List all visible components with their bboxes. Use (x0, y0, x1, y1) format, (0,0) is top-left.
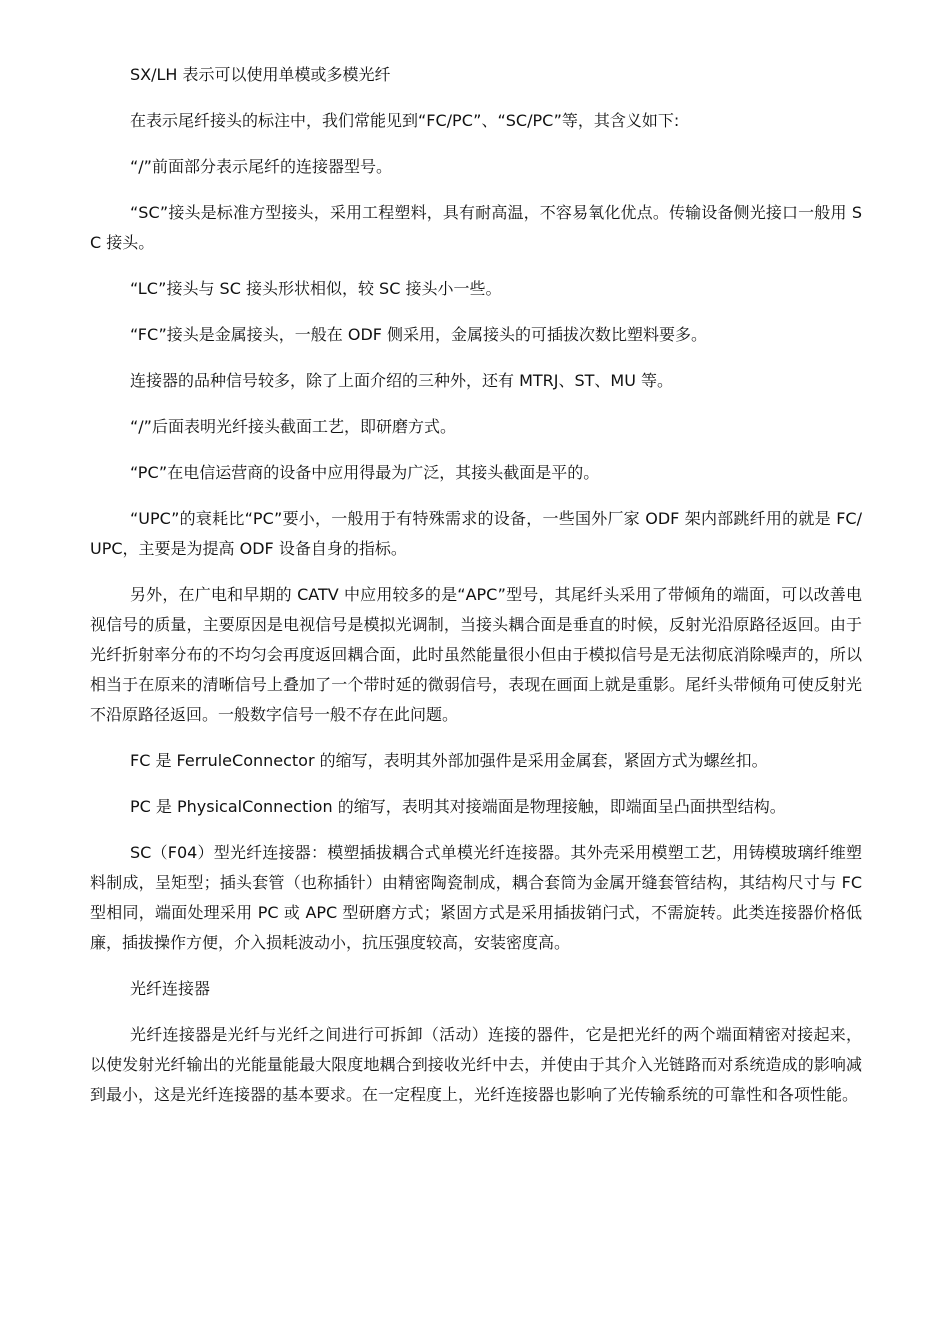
document-body (90, 60, 862, 1126)
paragraph-lc-connector: “LC”接头与 SC 接头形状相似，较 SC 接头小一些。 (130, 279, 502, 298)
paragraph-upc: “UPC”的衰耗比“PC”要小，一般用于有特殊需求的设备，一些国外厂家 ODF 架内部跳纤用的就是 FC/UPC，主要是为提高 ODF 设备自身的指标。 (90, 509, 862, 558)
paragraph-pc-definition: PC 是 PhysicalConnection 的缩写，表明其对接端面是物理接触，即端面呈凸面拱型结构。 (130, 797, 786, 816)
paragraph-sc-f04: SC（F04）型光纤连接器：模塑插拔耦合式单模光纤连接器。其外壳采用模塑工艺，用铸模玻璃纤维塑料制成，呈矩型；插头套管（也称插针）由精密陶瓷制成，耦合套筒为金属开缝套管结构，其结构尺寸与 FC 型相同，端面处理采用 PC 或 APC 型研磨方式；紧固方式是采用插拔销闩式，不需旋转。此类连接器价格低廉，插拔操作方便，介入损耗波动小，抗压强度较高，安装密度高。 (90, 843, 862, 952)
paragraph-pigtail-notation: 在表示尾纤接头的标注中，我们常能见到“FC/PC”、“SC/PC”等，其含义如下: (130, 111, 680, 130)
paragraph-fc-connector: “FC”接头是金属接头，一般在 ODF 侧采用，金属接头的可插拔次数比塑料要多。 (130, 325, 708, 344)
section-heading-fiber-connector: 光纤连接器 (130, 979, 211, 998)
paragraph-connector-types: 连接器的品种信号较多，除了上面介绍的三种外，还有 MTRJ、ST、MU 等。 (130, 371, 674, 390)
paragraph-pc: “PC”在电信运营商的设备中应用得最为广泛，其接头截面是平的。 (130, 463, 600, 482)
paragraph-fc-definition: FC 是 FerruleConnector 的缩写，表明其外部加强件是采用金属套，紧固方式为螺丝扣。 (130, 751, 768, 770)
paragraph-sc-connector: “SC”接头是标准方型接头，采用工程塑料，具有耐高温，不容易氧化优点。传输设备侧光接口一般用 SC 接头。 (90, 203, 862, 252)
paragraph-apc: 另外，在广电和早期的 CATV 中应用较多的是“APC”型号，其尾纤头采用了带倾角的端面，可以改善电视信号的质量，主要原因是电视信号是模拟光调制，当接头耦合面是垂直的时候，反射光沿原路径返回。由于光纤折射率分布的不均匀会再度返回耦合面，此时虽然能量很小但由于模拟信号是无法彻底消除噪声的，所以相当于在原来的清晰信号上叠加了一个带时延的微弱信号，表现在画面上就是重影。尾纤头带倾角可使反射光不沿原路径返回。一般数字信号一般不存在此问题。 (90, 585, 862, 724)
paragraph-sx-lh: SX/LH 表示可以使用单模或多模光纤 (130, 65, 391, 84)
paragraph-slash-back: “/”后面表明光纤接头截面工艺，即研磨方式。 (130, 417, 456, 436)
paragraph-slash-front: “/”前面部分表示尾纤的连接器型号。 (130, 157, 392, 176)
paragraph-fiber-connector-intro: 光纤连接器是光纤与光纤之间进行可拆卸（活动）连接的器件，它是把光纤的两个端面精密对接起来，以使发射光纤输出的光能量能最大限度地耦合到接收光纤中去，并使由于其介入光链路而对系统造成的影响减到最小，这是光纤连接器的基本要求。在一定程度上，光纤连接器也影响了光传输系统的可靠性和各项性能。 (90, 1025, 862, 1104)
